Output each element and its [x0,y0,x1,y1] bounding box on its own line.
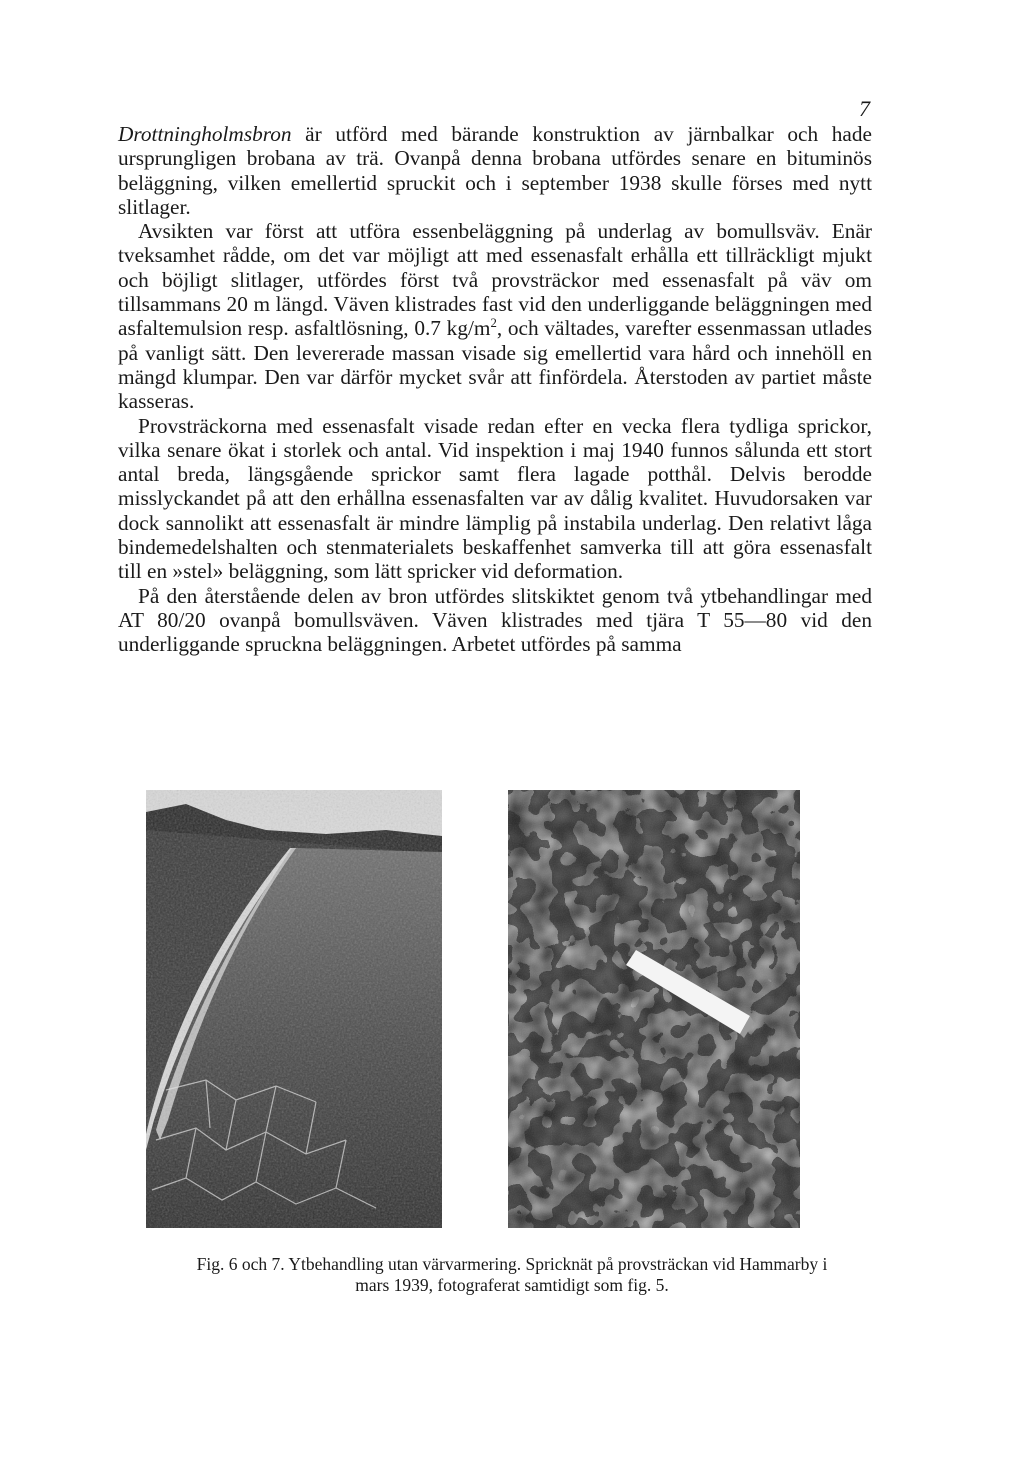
body-text [118,122,872,657]
paragraph-4: På den återstående delen av bron utfördes slitskiktet genom två ytbehandlingar med AT 80/20 ovanpå bomullsväven. Väven klistrades med tjära T 55—80 vid den underliggande spruckna beläggningen. Arbetet utfördes på samma [118,583,872,657]
photo-crack-network [508,790,800,1228]
paragraph-2 [118,219,872,413]
road-photo-graphic [146,790,442,1228]
paragraph-1-text: är utförd med bärande konstruktion av järnbalkar och hade ursprungligen brobana av trä. Ovanpå denna brobana utfördes senare en bituminös beläggning, vilken emellertid spruckit och i september 1938 skulle förses med nytt slitlager. [118,122,872,219]
paragraph-2-text-end: , och vältades, varefter essenmassan utlades på vanligt sätt. Den levererade massan visade sig emellertid vara hård och innehöll en mängd klumpar. Den var därför mycket svår att finfördela. Återstoden av partiet måste kasseras. [118,316,872,414]
paragraph-3: Provsträckorna med essenasfalt visade redan efter en vecka flera tydliga sprickor, vilka senare ökat i storlek och antal. Vid inspektion i maj 1940 funnos sålunda ett stort antal breda, längsgående sprickor samt flera lagade potthål. Delvis berodde misslyckandet på att den erhållna essenasfalten var av dålig kvalitet. Huvudorsaken var dock sannolikt att essenasfalt är mindre lämplig på instabila underlag. Den relativt låga bindemedelshalten och stenmaterialets beskaffenhet samverka till att göra essenasfalt till en »stel» beläggning, som lätt spricker vid deformation. [118,413,872,584]
paragraph-1 [118,122,872,219]
photo-road-cracks [146,790,442,1228]
bridge-name: Drottningholmsbron [118,122,292,146]
superscript: 2 [490,316,497,331]
page-number: 7 [859,96,870,121]
crack-network-graphic [508,790,800,1228]
figure-caption: Fig. 6 och 7. Ytbehandling utan värvarmering. Spricknät på provsträckan vid Hammarby i mars 1939, fotograferat samtidigt som fig. 5. [196,1254,828,1295]
paragraph-2-text: Avsikten var först att utföra essenbeläggning på underlag av bomullsväv. Enär tveksamhet rådde, om det var möjligt att med essenasfalt erhålla ett tillräckligt mjukt och böjligt slitlager, utfördes först två provsträckor med essenasfalt på väv om tillsammans 20 m längd. Väven klistrades fast vid den underliggande beläggningen med asfaltemulsion resp. asfaltlösning, 0.7 kg/m [118,219,872,341]
